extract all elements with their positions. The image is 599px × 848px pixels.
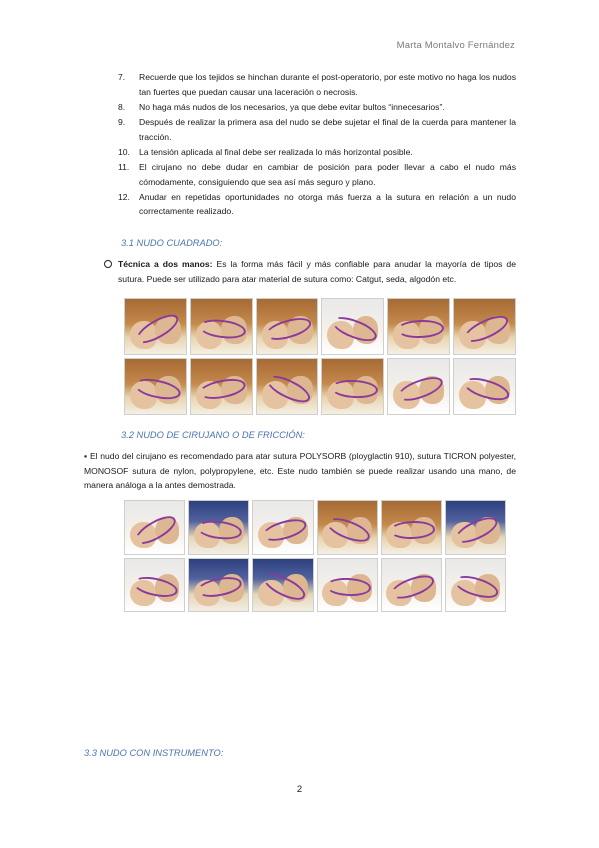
page-number: 2 xyxy=(296,784,303,795)
section-title-surgeon-knot: 3.2 NUDO DE CIRUJANO O DE FRICCIÓN: xyxy=(121,430,305,440)
list-item-number: 11. xyxy=(118,161,130,172)
suture-knot-photo xyxy=(190,298,253,355)
list-item-number: 7. xyxy=(118,72,126,82)
list-item-text: La tensión aplicada al final debe ser realizada lo más horizontal posible. xyxy=(139,146,413,157)
suture-knot-photo xyxy=(321,298,384,355)
list-item xyxy=(118,160,516,189)
suture-knot-photo xyxy=(381,558,442,613)
suture-knot-photo xyxy=(381,500,442,555)
list-item-number: 8. xyxy=(118,101,126,112)
suture-knot-photo xyxy=(188,558,249,613)
list-item xyxy=(118,115,516,144)
surgeon-knot-paragraph: ▪ El nudo del cirujano es recomendado para atar sutura POLYSORB (ployglactin 910), sutura TICRON polyester, MONOSOF sutura de nylon, polypropylene, etc. Este nudo también se puede realizar usando una mano, de manera análoga a la antes demostrada. xyxy=(84,451,516,491)
suture-knot-photo xyxy=(252,500,313,555)
suture-knot-photo xyxy=(453,358,516,415)
list-item-number: 12. xyxy=(118,191,130,202)
section-title-instrument-knot: 3.3 NUDO CON INSTRUMENTO: xyxy=(84,748,224,758)
suture-knot-photo xyxy=(317,500,378,555)
section-title-square-knot: 3.1 NUDO CUADRADO: xyxy=(121,238,223,248)
bullet-text: Es la forma más fácil y más confiable para anudar la mayoría de tipos de sutura. Puede ser utilizado para atar material de sutura como: Catgut, seda, algodón etc. xyxy=(118,259,516,284)
suture-knot-photo xyxy=(124,358,187,415)
list-item-text: El cirujano no debe dudar en cambiar de posición para poder llevar a cabo el nudo más cómodamente, consiguiendo que sea así más seguro y plano. xyxy=(139,161,516,187)
list-item-text: Después de realizar la primera asa del nudo se debe sujetar el final de la cuerda para mantener la tracción. xyxy=(139,116,516,142)
suture-knot-photo xyxy=(445,558,506,613)
suture-knot-photo xyxy=(387,298,450,355)
technique-bullet xyxy=(104,257,516,286)
list-item-number: 9. xyxy=(118,116,126,127)
suture-knot-photo xyxy=(445,500,506,555)
suture-knot-photo xyxy=(124,500,185,555)
photo-grid-square-knot xyxy=(124,298,516,415)
suture-knot-photo xyxy=(190,358,253,415)
header-author: Marta Montalvo Fernández xyxy=(396,40,515,51)
list-item xyxy=(118,100,516,115)
suture-knot-photo xyxy=(256,358,319,415)
suture-knot-photo xyxy=(252,558,313,613)
recommendations-list xyxy=(118,70,516,220)
list-item-number: 10. xyxy=(118,146,130,157)
list-item xyxy=(118,190,516,219)
suture-knot-photo xyxy=(321,358,384,415)
list-item-text: Recuerde que los tejidos se hinchan durante el post-operatorio, por este motivo no haga los nudos tan fuertes que puedan causar una laceración o necrosis. xyxy=(139,72,516,97)
suture-knot-photo xyxy=(317,558,378,613)
suture-knot-photo xyxy=(453,298,516,355)
suture-knot-photo xyxy=(387,358,450,415)
circle-bullet-icon xyxy=(104,260,112,268)
suture-knot-photo xyxy=(124,558,185,613)
list-item xyxy=(118,70,516,99)
list-item xyxy=(118,145,516,160)
list-item-text: Anudar en repetidas oportunidades no otorga más fuerza a la sutura en relación a un nudo correctamente realizado. xyxy=(139,191,516,217)
suture-knot-photo xyxy=(256,298,319,355)
suture-knot-photo xyxy=(188,500,249,555)
suture-knot-photo xyxy=(124,298,187,355)
bullet-bold-label: Técnica a dos manos: xyxy=(118,259,213,269)
list-item-text: No haga más nudos de los necesarios, ya que debe evitar bultos “innecesarios”. xyxy=(139,101,445,112)
photo-grid-surgeon-knot xyxy=(124,500,506,612)
